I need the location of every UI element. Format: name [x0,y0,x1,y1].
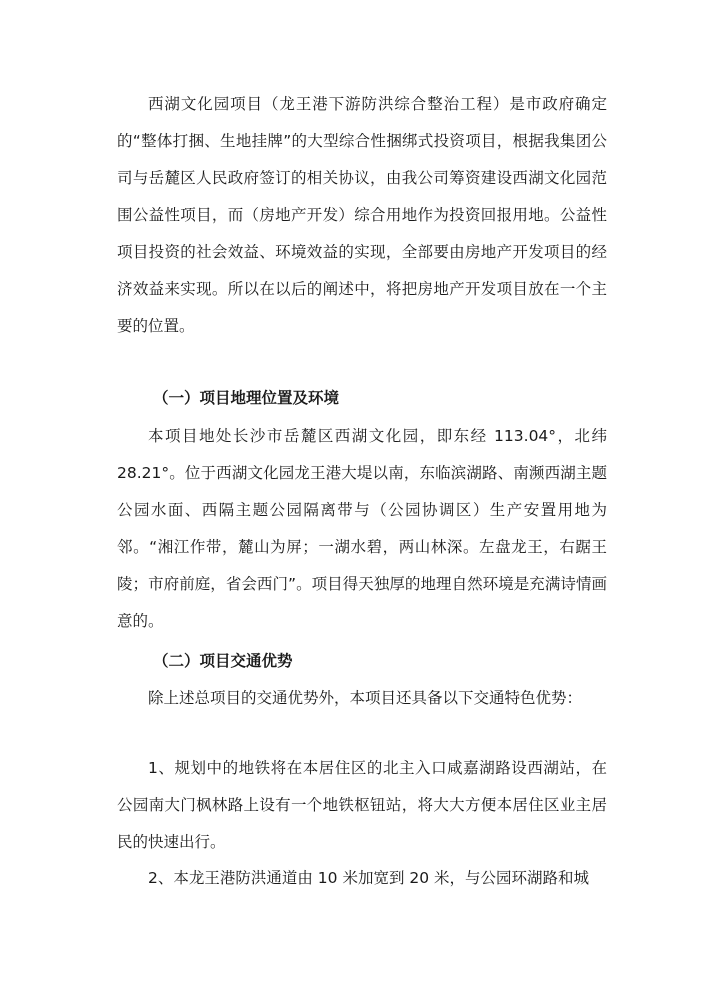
section-heading-traffic: （二）项目交通优势 [153,652,293,670]
location-paragraph: 本项目地处长沙市岳麓区西湖文化园，即东经 113.04°，北纬28.21°。位于西湖文化园龙王港大堤以南，东临滨湖路、南濒西湖主题公园水面、西隔主题公园隔离带与（公园协调区）生产安置用地为邻。“湘江作带，麓山为屏；一湖水碧，两山林深。左盘龙王，右踞王陵；市府前庭，省会西门”。项目得天独厚的地理自然环境是充满诗情画意的。 [117,427,607,630]
intro-paragraph: 西湖文化园项目（龙王港下游防洪综合整治工程）是市政府确定的“整体打捆、生地挂牌”的大型综合性捆绑式投资项目，根据我集团公司与岳麓区人民政府签订的相关协议，由我公司筹资建设西湖文化园范围公益性项目，而（房地产开发）综合用地作为投资回报用地。公益性项目投资的社会效益、环境效益的实现，全部要由房地产开发项目的经济效益来实现。所以在以后的阐述中，将把房地产开发项目放在一个主要的位置。 [117,95,607,335]
traffic-item-1: 1、规划中的地铁将在本居住区的北主入口咸嘉湖路设西湖站，在公园南大门枫林路上设有一个地铁枢钮站，将大大方便本居住区业主居民的快速出行。 [117,759,607,851]
traffic-item-2: 2、本龙王港防洪通道由 10 米加宽到 20 米，与公园环湖路和城 [148,869,590,887]
section-heading-location: （一）项目地理位置及环境 [153,389,340,407]
traffic-intro-paragraph: 除上述总项目的交通优势外，本项目还具备以下交通特色优势： [148,689,583,707]
